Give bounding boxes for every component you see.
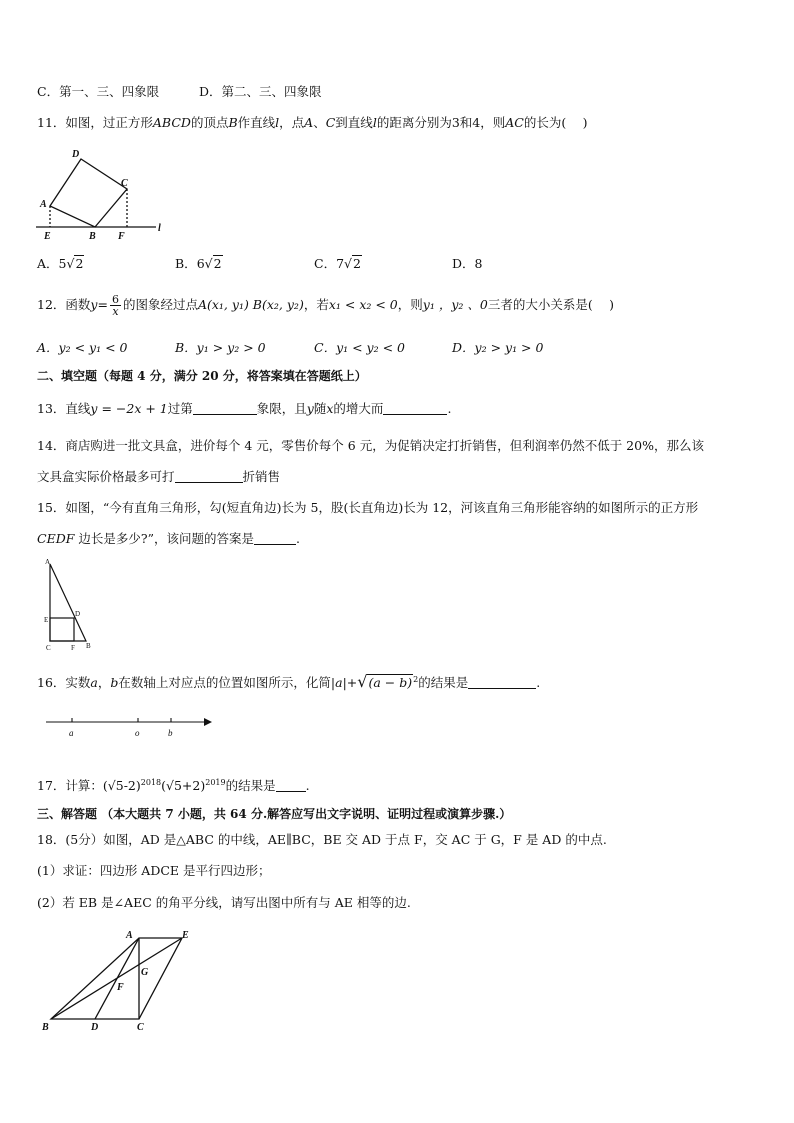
q12-text: ，若 [303, 297, 329, 312]
q16-axis-arrow [204, 718, 212, 726]
q10-option-d: D．第二、三、四象限 [199, 84, 322, 99]
q11-text: 的长为( ) [523, 115, 588, 130]
q13-text: 过第 [167, 401, 193, 416]
q15-var-cedf: CEDF [37, 531, 75, 546]
q12-equals: = [97, 297, 108, 312]
q18-segment-be [51, 938, 182, 1019]
q11-var-a: A [304, 115, 314, 130]
q12-numerator: 6 [111, 293, 119, 306]
q11-text: 的顶点 [190, 115, 229, 130]
q12-var-y: y [90, 297, 98, 312]
q14-line-2 [37, 468, 280, 486]
q16-plus: + [346, 675, 358, 691]
q11-option-b: B．6√2 [175, 256, 222, 271]
q12-text: 的图象经过点 [122, 297, 198, 312]
q12-option-a: A．y₂ < y₁ < 0 [37, 340, 128, 355]
q13-stem [37, 400, 451, 418]
q12-text: ，则 [397, 297, 423, 312]
q18-label-f: F [117, 982, 124, 993]
q15-label-e: E [44, 616, 49, 624]
q18-part-1: (1）求证：四边形 ADCE 是平行四边形； [37, 863, 271, 878]
q16-radicand: (a − b) [368, 675, 413, 691]
q14-blank[interactable] [175, 470, 243, 483]
q13-text: 13．直线 [37, 401, 91, 416]
q17-text: 的结果是 [225, 778, 276, 794]
q13-blank-1[interactable] [193, 402, 257, 415]
q11-label-c: C [121, 178, 128, 189]
q14-text: 折销售 [242, 469, 281, 484]
q13-text: . [447, 401, 452, 416]
q15-label-a: A [45, 558, 51, 566]
q11-option-a-coef: 5 [58, 256, 67, 271]
q17-stem [37, 774, 310, 795]
q15-label-d: D [75, 610, 81, 618]
q17-base-2: (√5+2) [161, 778, 206, 794]
q16-var-b: b [110, 675, 119, 691]
q15-line-1: 15．如图，“今有直角三角形，勾(短直角边)长为 5，股(长直角边)长为 12，河该直角三角形能容纳的如图所示的正方形 [37, 500, 699, 515]
q16-sqrt-sign: √ [357, 672, 368, 692]
q18-part-2: (2）若 EB 是∠AEC 的角平分线，请写出图中所有与 AE 相等的边. [37, 895, 411, 910]
q12-option-d: D．y₂ > y₁ > 0 [452, 340, 544, 355]
q12-stem [37, 292, 614, 318]
q11-label-b: B [89, 231, 96, 242]
q11-label-l: l [158, 223, 161, 234]
q18-label-e: E [182, 930, 189, 941]
q15-line-2 [37, 530, 300, 548]
q11-square [50, 159, 127, 227]
q16-text: ， [97, 675, 111, 691]
q11-figure [36, 145, 172, 243]
q18-label-b: B [42, 1022, 49, 1033]
q15-label-c: C [46, 644, 51, 652]
q11-option-a-label: A． [37, 256, 59, 271]
q16-label-b: b [168, 728, 173, 738]
section-3-heading: 三、解答题 （本大题共 7 小题，共 64 分.解答应写出文字说明、证明过程或演算步骤.） [37, 807, 512, 821]
q15-text: . [295, 531, 300, 546]
q11-option-d: D．8 [452, 256, 483, 271]
q11-option-a: A．5√2 [37, 256, 84, 271]
q11-label-f: F [118, 231, 125, 242]
q17-exponent-2: 2019 [205, 778, 226, 787]
q12-condition: x₁ < x₂ < 0 [328, 297, 398, 312]
q12-denominator: x [112, 305, 119, 318]
q12-option-b: B．y₁ > y₂ > 0 [175, 340, 266, 355]
q14-line-1: 14．商店购进一批文具盒，进价每个 4 元，零售价每个 6 元，为促销决定打折销售，但利润率仍然不低于 20%，那么该 [37, 438, 704, 453]
q16-number-line [44, 712, 214, 742]
q13-text: 随 [313, 401, 327, 416]
q11-option-a-radicand: 2 [75, 256, 84, 271]
q15-figure [42, 557, 98, 653]
q11-option-b-label: B． [175, 256, 197, 271]
q16-text: 16．实数 [37, 675, 91, 691]
q11-var-ac: AC [505, 115, 524, 130]
q16-text: 在数轴上对应点的位置如图所示，化简 [118, 675, 331, 691]
q17-text: . [305, 778, 310, 794]
q11-option-c-label: C． [314, 256, 337, 271]
q18-label-g: G [141, 967, 149, 978]
q12-text: 三者的大小关系是( ) [487, 297, 615, 312]
q17-exponent-1: 2018 [140, 778, 162, 787]
q11-var-l: l [372, 115, 377, 130]
q15-text: 边长是多少?”，该问题的答案是 [74, 531, 254, 546]
q16-label-o: o [135, 728, 140, 738]
q11-label-d: D [72, 149, 80, 160]
q11-text: ，点 [279, 115, 305, 130]
q11-text: 的距离分别为3和4，则 [376, 115, 506, 130]
q16-stem [37, 668, 540, 695]
q13-text: 象限，且 [256, 401, 307, 416]
q18-label-c: C [137, 1022, 144, 1033]
q14-text: 文具盒实际价格最多可打 [37, 469, 175, 484]
q15-blank[interactable] [254, 532, 296, 545]
q16-label-a: a [69, 728, 74, 738]
q15-square [50, 618, 74, 641]
q11-var-c: C [325, 115, 336, 130]
q11-var-abcd: ABCD [152, 115, 191, 130]
q11-stem [37, 114, 588, 132]
q13-equation: y = −2x + 1 [90, 401, 168, 416]
q16-text: 的结果是 [418, 675, 469, 691]
q10-option-c: C．第一、三、四象限 [37, 84, 160, 99]
q15-triangle [50, 564, 86, 641]
q11-text: 作直线 [237, 115, 276, 130]
q17-text: 17．计算： [37, 778, 103, 794]
q17-blank[interactable] [276, 779, 306, 792]
q12-text: 12．函数 [37, 297, 91, 312]
q15-label-f: F [71, 644, 75, 652]
q16-exponent: 2 [413, 675, 419, 684]
q13-var-x: x [326, 401, 334, 416]
q16-text: . [536, 675, 541, 691]
q11-text: 、 [313, 115, 326, 130]
section-2-heading: 二、填空题（每题 4 分，满分 20 分，将答案填在答题纸上） [37, 369, 367, 383]
q11-text: 11．如图，过正方形 [37, 115, 153, 130]
q16-var-a: a [90, 675, 98, 691]
q15-label-b: B [86, 642, 91, 650]
q11-option-c: C．7√2 [314, 256, 361, 271]
q16-abs-a: |a| [330, 675, 347, 691]
q12-points: A(x₁, y₁) B(x₂, y₂) [197, 297, 304, 312]
q13-text: 的增大而 [333, 401, 384, 416]
q11-option-c-coef: 7 [336, 256, 345, 271]
q11-label-e: E [44, 231, 51, 242]
q11-option-b-radicand: 2 [213, 256, 222, 271]
q11-text: 到直线 [335, 115, 373, 130]
q13-blank-2[interactable] [383, 402, 447, 415]
q13-var-y: y [306, 401, 314, 416]
q11-var-l: l [275, 115, 280, 130]
q18-label-d: D [91, 1022, 99, 1033]
q11-label-a: A [40, 199, 47, 210]
q18-figure [38, 926, 198, 1034]
q12-vars: y₁ ，y₂ 、0 [422, 297, 488, 312]
q18-label-a: A [126, 930, 133, 941]
q11-var-b: B [228, 115, 238, 130]
q11-option-c-radicand: 2 [353, 256, 361, 271]
q18-stem: 18．(5分）如图，AD 是△ABC 的中线，AE∥BC，BE 交 AD 于点 F，交 AC 于 G，F 是 AD 的中点. [37, 832, 607, 847]
q11-option-b-coef: 6 [196, 256, 205, 271]
q12-option-c: C．y₁ < y₂ < 0 [314, 340, 406, 355]
q12-fraction [110, 294, 121, 317]
q17-base-1: (√5-2) [102, 778, 141, 794]
q16-blank[interactable] [468, 676, 536, 689]
